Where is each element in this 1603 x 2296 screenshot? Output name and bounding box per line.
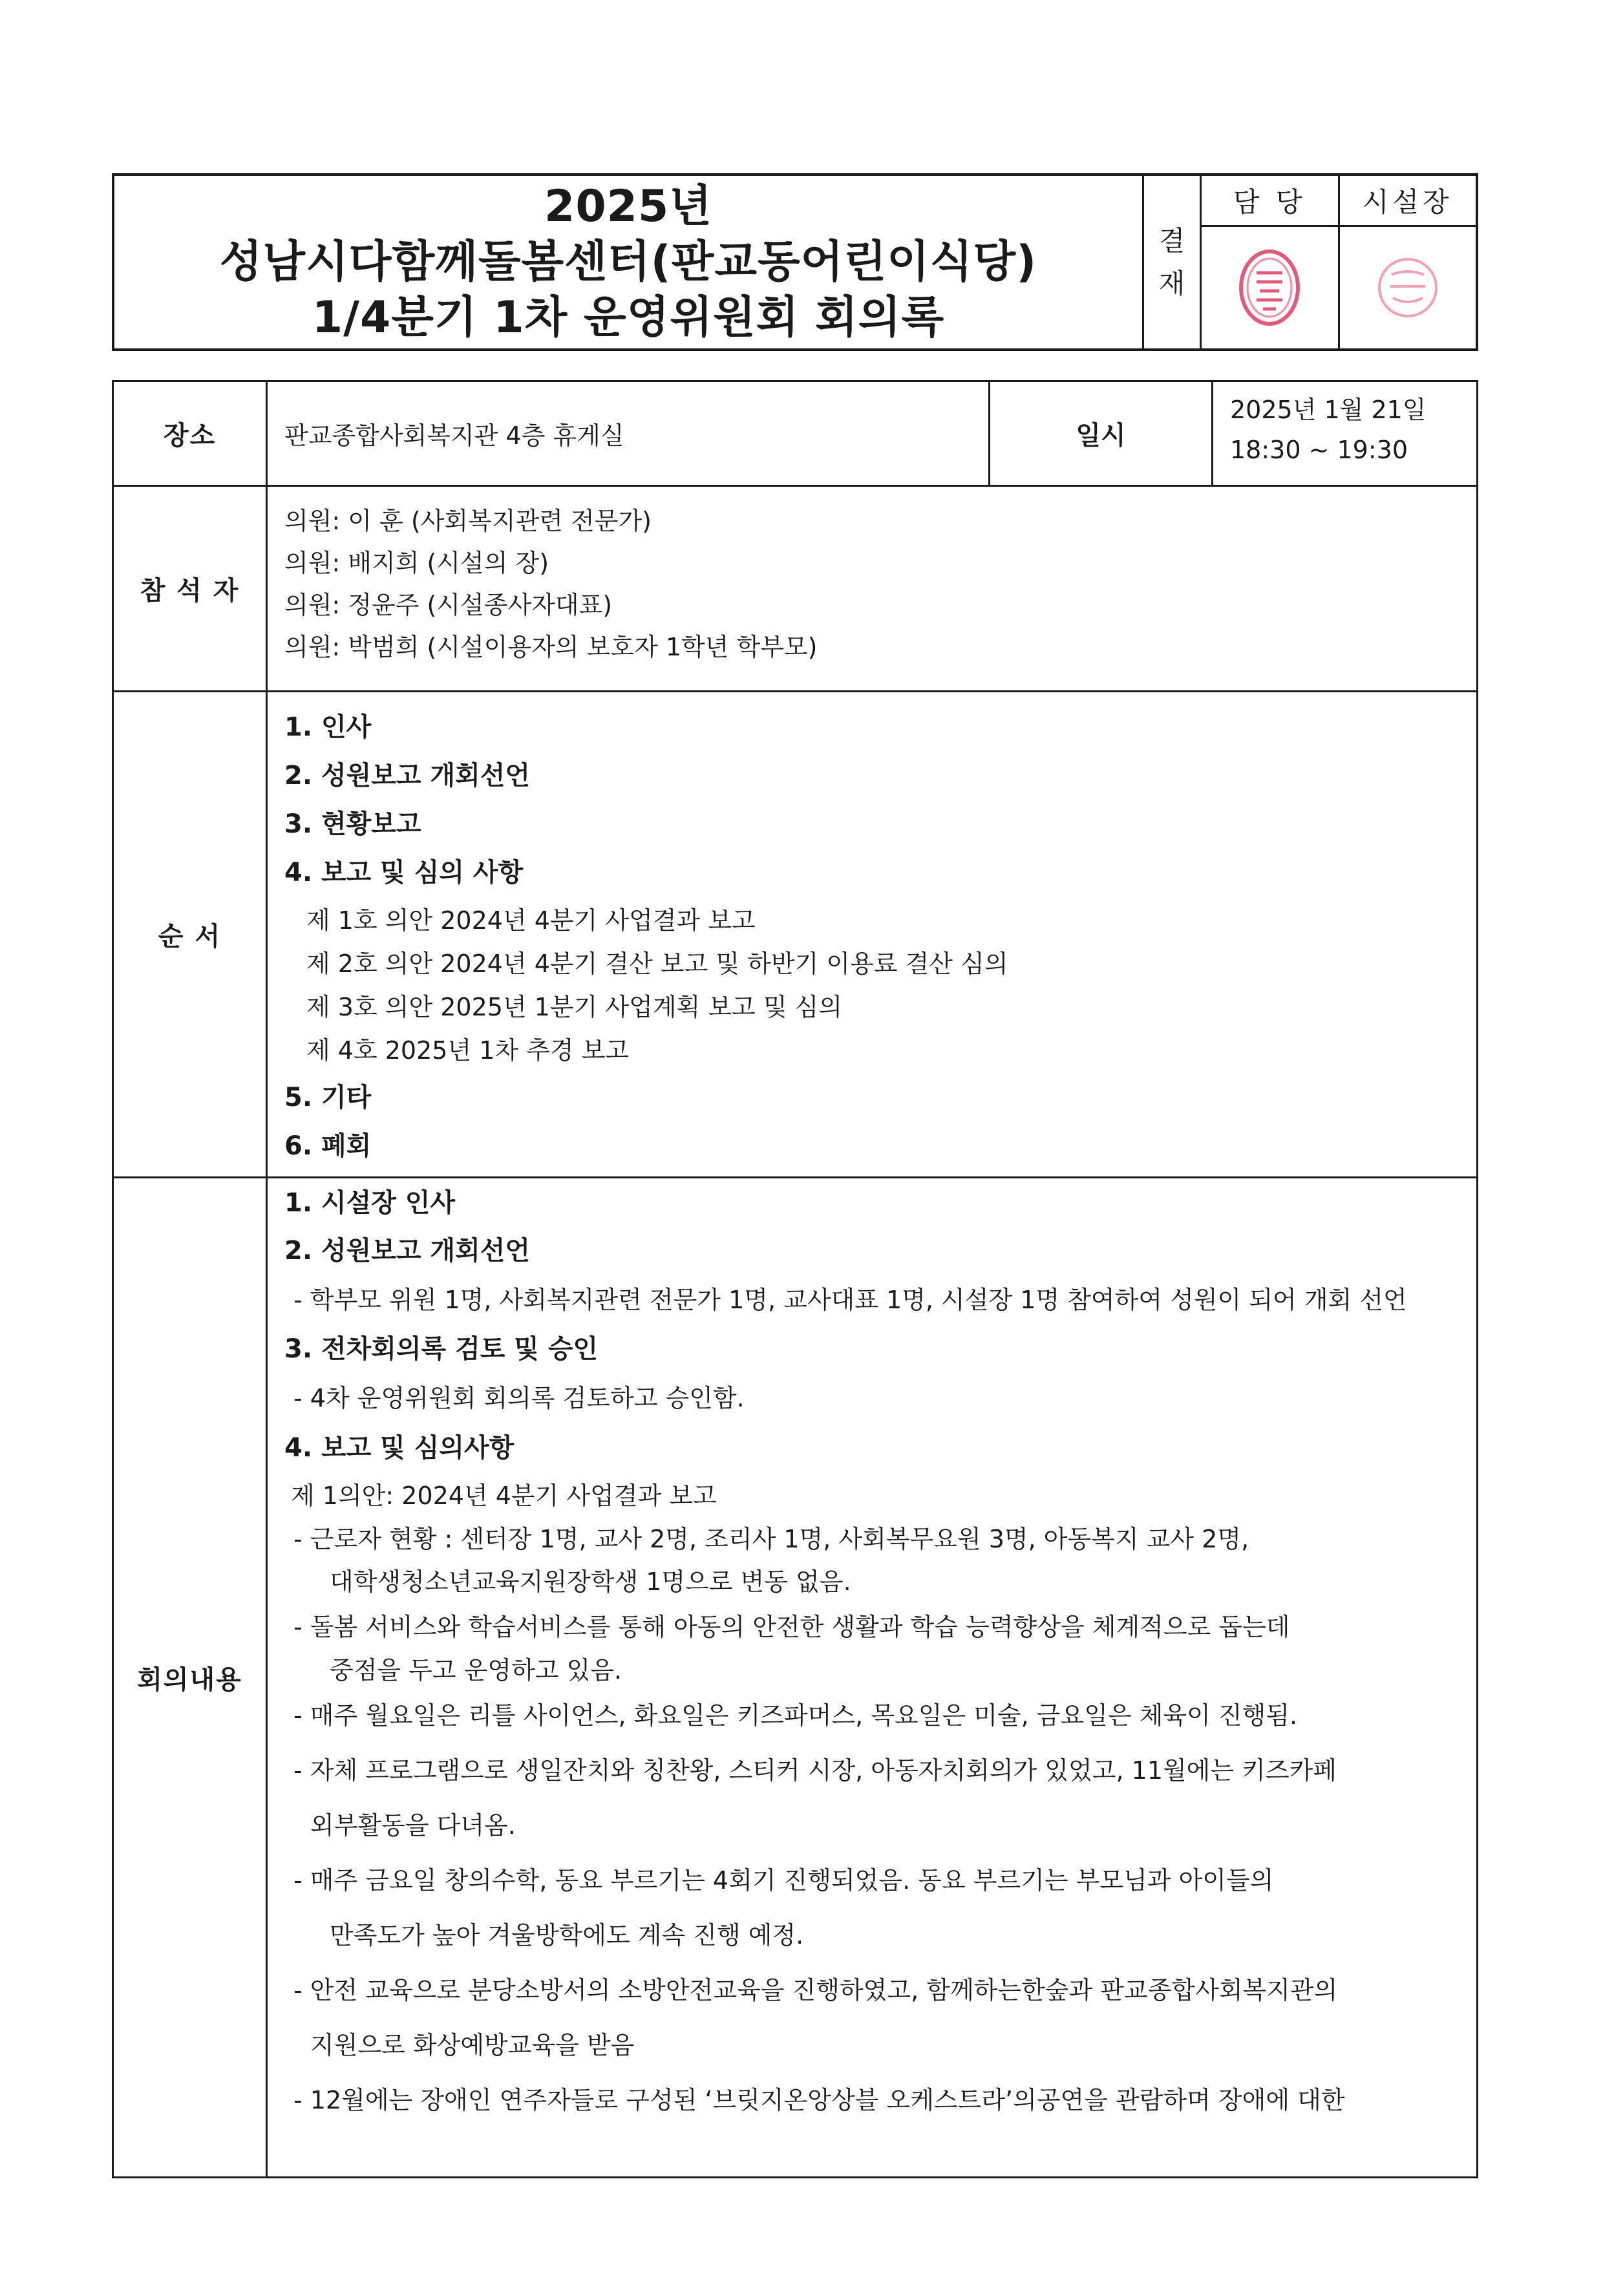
attendees-label: 참 석 자 xyxy=(114,487,268,690)
place-label: 장소 xyxy=(114,382,268,485)
attendee-item: 의원: 박범희 (시설이용자의 보호자 1학년 학부모) xyxy=(284,633,818,661)
document-header xyxy=(112,173,1478,351)
minutes-bullet: - 매주 월요일은 리틀 사이언스, 화요일은 키즈파머스, 목요일은 미술, 금요일은 체육이 진행됨. xyxy=(293,1701,1298,1730)
approval-label-top: 결 xyxy=(1158,224,1185,257)
minutes-table xyxy=(112,380,1478,2178)
approval-label-bottom: 재 xyxy=(1158,267,1185,299)
minutes-bullet-cont: 외부활동을 다녀옴. xyxy=(310,1811,516,1840)
document-title xyxy=(114,176,1142,348)
agenda-item: 5. 기타 xyxy=(284,1083,372,1112)
minutes-row xyxy=(114,1178,1476,2176)
minutes-bullet-cont: 만족도가 높아 겨울방학에도 계속 진행 예정. xyxy=(330,1921,804,1950)
agenda-label: 순 서 xyxy=(114,692,268,1176)
minutes-bullet: - 근로자 현황 : 센터장 1명, 교사 2명, 조리사 1명, 사회복무요원 3명, 아동복지 교사 2명, xyxy=(293,1525,1249,1553)
manager-seal-stamp xyxy=(1202,227,1338,348)
minutes-bullet: - 자체 프로그램으로 생일잔치와 칭찬왕, 스티커 시장, 아동자치회의가 있었고, 11월에는 키즈카페 xyxy=(293,1756,1337,1785)
minutes-content xyxy=(268,1178,1476,2176)
date-label: 일시 xyxy=(990,382,1213,485)
minutes-bullet: - 학부모 위원 1명, 사회복지관련 전문가 1명, 교사대표 1명, 시설장 1명 참여하여 성원이 되어 개회 선언 xyxy=(293,1286,1407,1314)
title-center-name: 성남시다함께돌봄센터(판교동어린이식당) xyxy=(219,236,1037,288)
minutes-subheading: 제 1의안: 2024년 4분기 사업결과 보고 xyxy=(291,1482,717,1510)
minutes-label: 회의내용 xyxy=(114,1178,268,2176)
approval-col-director xyxy=(1338,176,1476,348)
approval-box xyxy=(1142,176,1476,348)
minutes-bullet: - 안전 교육으로 분당소방서의 소방안전교육을 진행하였고, 함께하는한숲과 판교종합사회복지관의 xyxy=(293,1976,1338,2004)
date-value-day: 2025년 1월 21일 xyxy=(1230,396,1427,424)
approval-col-manager xyxy=(1202,176,1338,348)
agenda-item: 6. 폐회 xyxy=(284,1131,372,1161)
agenda-subitem: 제 2호 의안 2024년 4분기 결산 보고 및 하반기 이용료 결산 심의 xyxy=(306,950,1008,978)
agenda-subitem: 제 1호 의안 2024년 4분기 사업결과 보고 xyxy=(306,906,756,935)
attendee-item: 의원: 이 훈 (사회복지관련 전문가) xyxy=(284,507,652,535)
attendees-list xyxy=(268,487,1476,690)
agenda-item: 3. 현황보고 xyxy=(284,809,421,839)
agenda-item: 4. 보고 및 심의 사항 xyxy=(284,858,524,888)
attendee-item: 의원: 배지희 (시설의 장) xyxy=(284,549,549,577)
minutes-bullet-cont: 중점을 두고 운영하고 있음. xyxy=(330,1656,622,1685)
approval-label xyxy=(1144,176,1202,348)
date-value xyxy=(1213,382,1476,485)
agenda-list xyxy=(268,692,1476,1176)
minutes-bullet-cont: 대학생청소년교육지원장학생 1명으로 변동 없음. xyxy=(330,1568,851,1596)
title-year: 2025년 xyxy=(544,180,712,232)
place-value: 판교종합사회복지관 4층 휴게실 xyxy=(268,382,990,485)
agenda-row xyxy=(114,692,1476,1178)
title-meeting: 1/4분기 1차 운영위원회 회의록 xyxy=(312,292,945,343)
minutes-bullet: - 12월에는 장애인 연주자들로 구성된 ‘브릿지온앙상블 오케스트라’의공연을 관람하며 장애에 대한 xyxy=(293,2086,1345,2114)
minutes-item: 4. 보고 및 심의사항 xyxy=(284,1433,515,1463)
approval-director-header: 시설장 xyxy=(1340,176,1476,227)
agenda-item: 2. 성원보고 개회선언 xyxy=(284,761,530,791)
info-row xyxy=(114,382,1476,487)
approval-manager-header: 담 당 xyxy=(1202,176,1338,227)
attendees-row xyxy=(114,487,1476,692)
minutes-bullet: - 돌봄 서비스와 학습서비스를 통해 아동의 안전한 생활과 학습 능력향상을 체계적으로 돕는데 xyxy=(293,1613,1290,1641)
minutes-bullet: - 4차 운영위원회 회의록 검토하고 승인함. xyxy=(293,1384,745,1412)
minutes-bullet-cont: 지원으로 화상예방교육을 받음 xyxy=(310,2031,635,2059)
minutes-item: 3. 전차회의록 검토 및 승인 xyxy=(284,1334,599,1364)
date-value-time: 18:30 ~ 19:30 xyxy=(1230,436,1408,464)
minutes-item: 2. 성원보고 개회선언 xyxy=(284,1236,530,1266)
attendee-item: 의원: 정윤주 (시설종사자대표) xyxy=(284,591,613,619)
director-seal-stamp xyxy=(1340,227,1476,348)
agenda-item: 1. 인사 xyxy=(284,712,372,742)
minutes-bullet: - 매주 금요일 창의수학, 동요 부르기는 4회기 진행되었음. 동요 부르기는 부모님과 아이들의 xyxy=(293,1866,1274,1895)
agenda-subitem: 제 4호 2025년 1차 추경 보고 xyxy=(306,1036,630,1065)
minutes-item: 1. 시설장 인사 xyxy=(284,1188,456,1218)
agenda-subitem: 제 3호 의안 2025년 1분기 사업계획 보고 및 심의 xyxy=(306,993,843,1021)
